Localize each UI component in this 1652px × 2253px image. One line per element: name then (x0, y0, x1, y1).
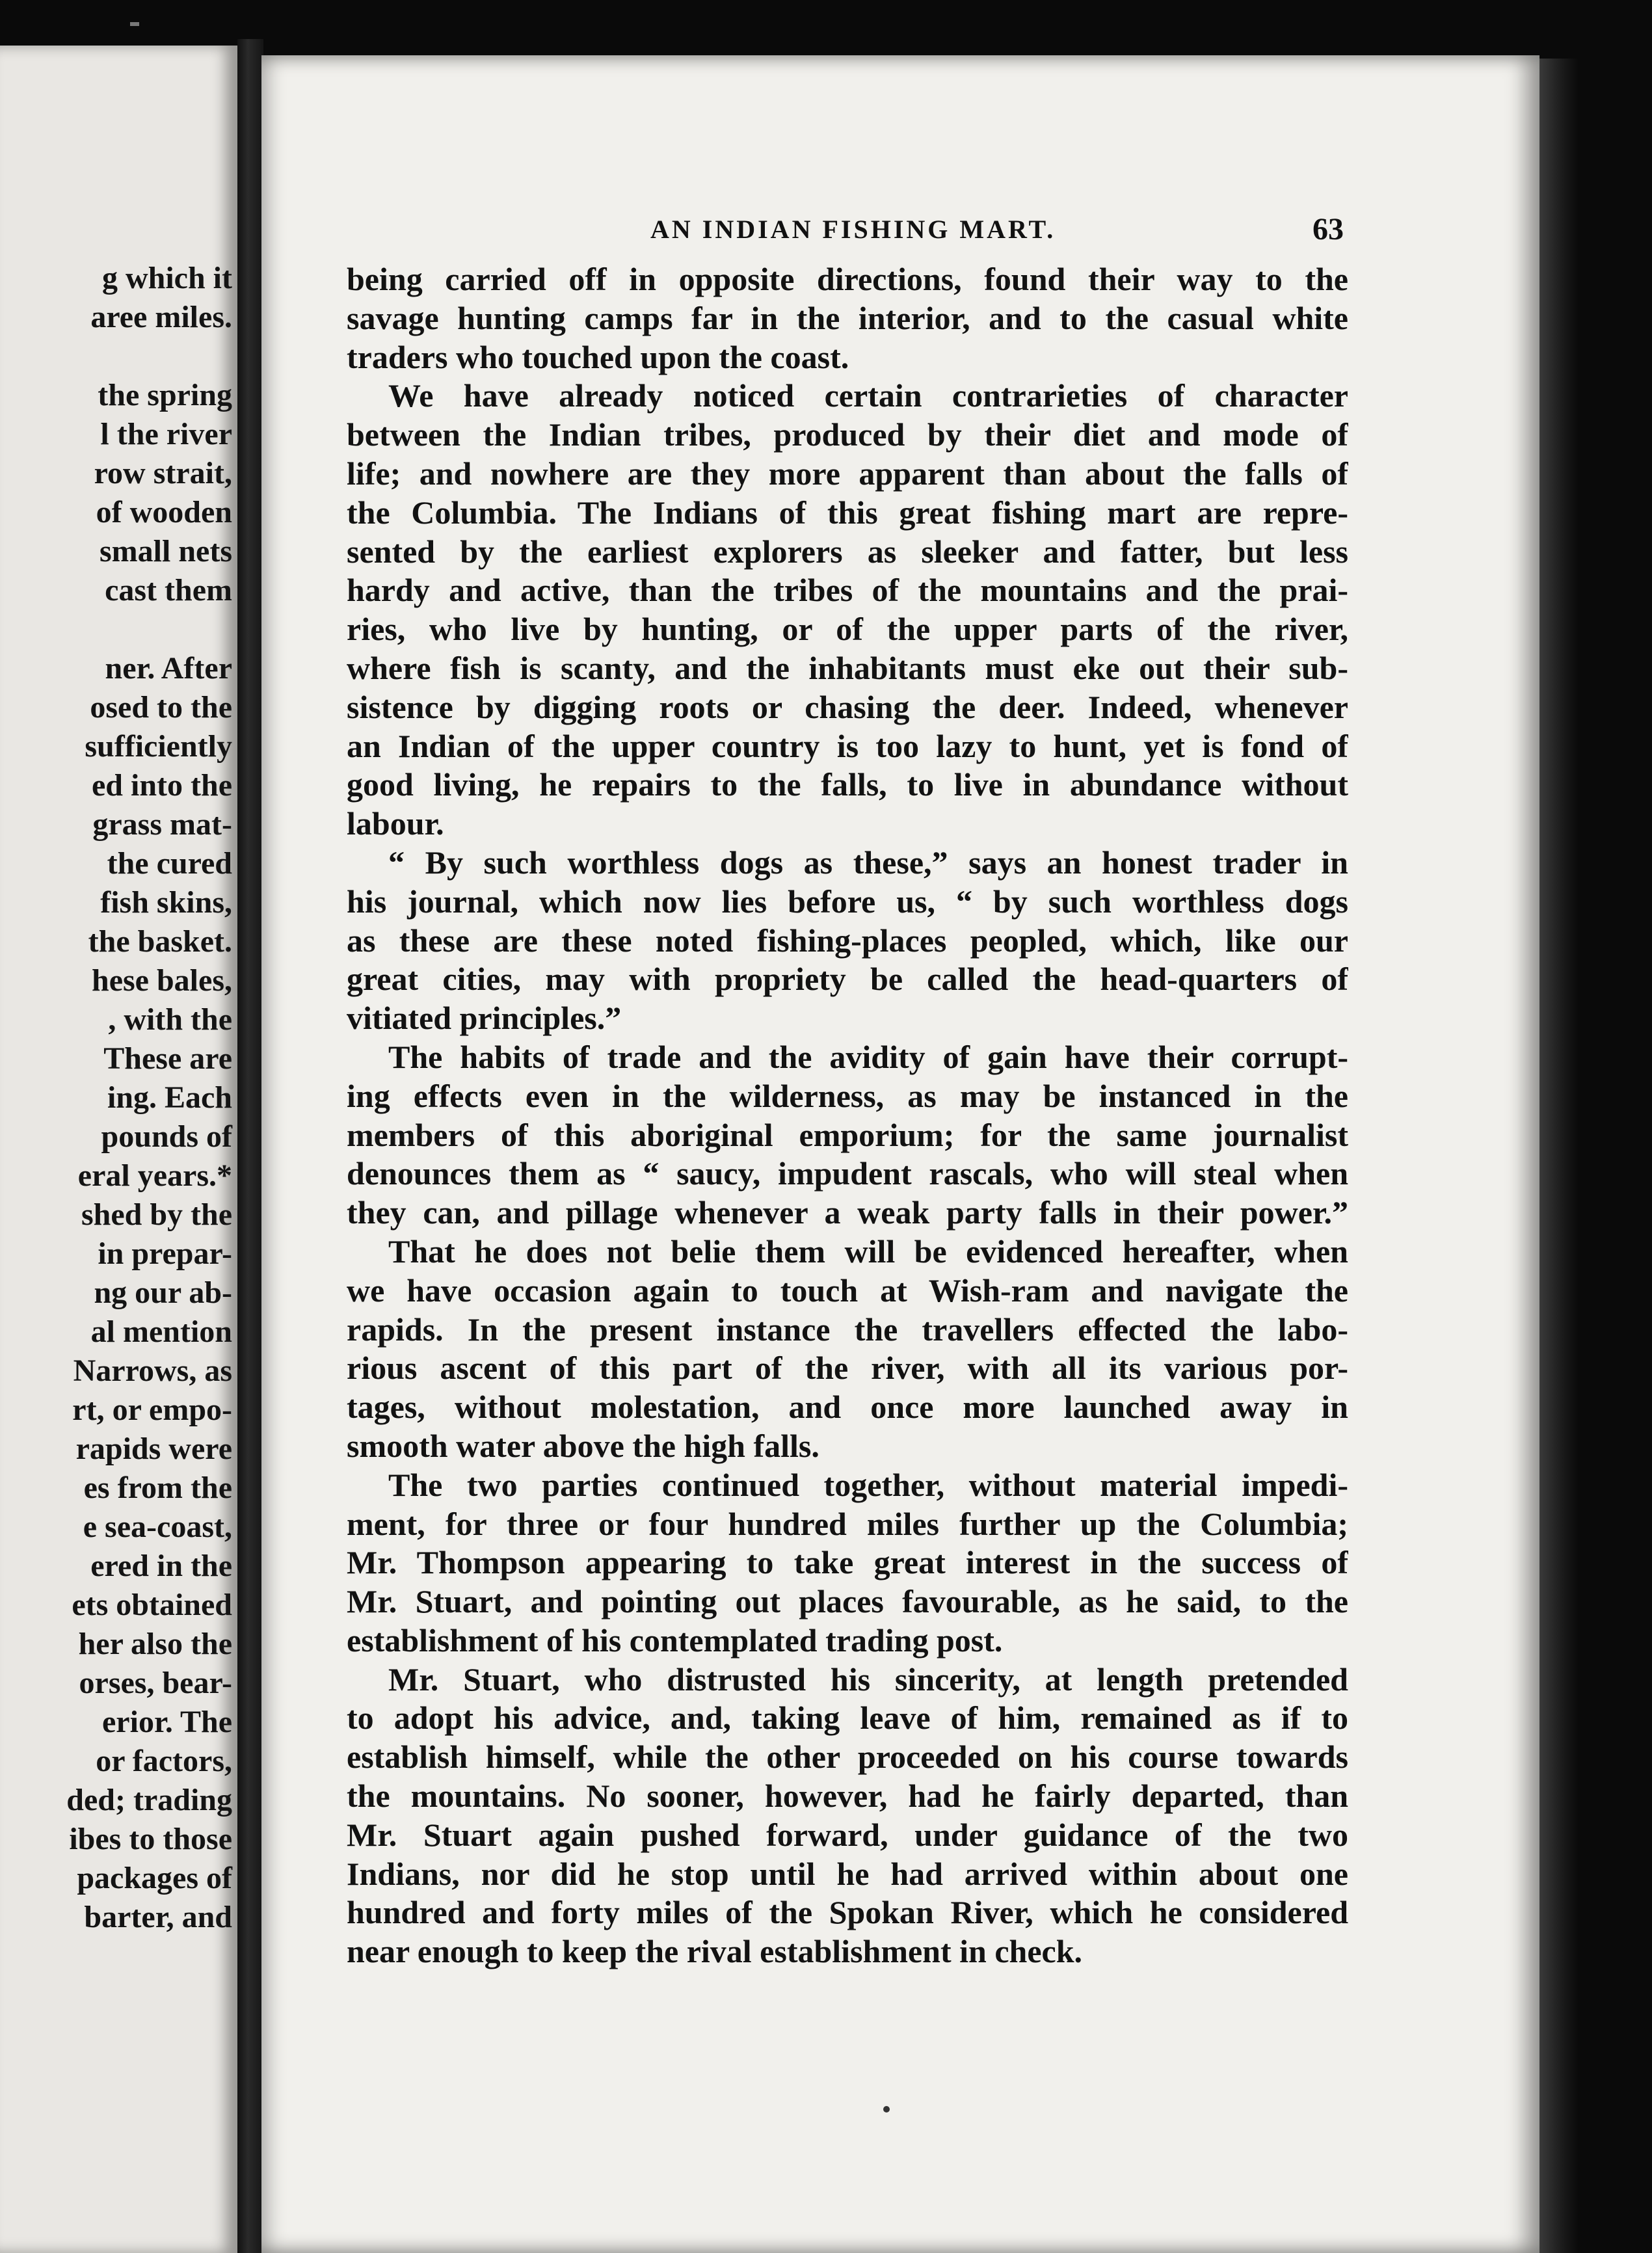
text-line: hardy and active, than the tribes of the mountains and the prai- (347, 572, 1348, 609)
left-page-line-fragment: fish skins, (100, 885, 232, 920)
text-line: traders who touched upon the coast. (347, 338, 849, 375)
text-line: establishment of his contemplated trading post. (347, 1621, 1003, 1659)
text-line: That he does not belie them will be evidenced hereafter, when (388, 1233, 1348, 1270)
text-line: ries, who live by hunting, or of the upper parts of the river, (347, 611, 1348, 648)
text-line: members of this aboriginal emporium; for the same journalist (347, 1116, 1348, 1153)
left-page-line-fragment: ered in the (90, 1549, 232, 1583)
text-line: sistence by digging roots or chasing the deer. Indeed, whenever (347, 688, 1348, 725)
text-line: hundred and forty miles of the Spokan River, which he considered (347, 1894, 1348, 1931)
left-page-line-fragment: or factors, (96, 1744, 232, 1778)
page-number: 63 (1312, 212, 1344, 247)
left-page-line-fragment: g which it (101, 261, 232, 295)
text-line: denounces them as “ saucy, impudent rascals, who will steal when (347, 1155, 1348, 1192)
left-page-line-fragment: sufficiently (85, 729, 232, 764)
text-line: to adopt his advice, and, taking leave of him, remained as if to (347, 1700, 1348, 1737)
text-line: We have already noticed certain contrarieties of character (388, 377, 1348, 414)
print-mark (883, 2106, 890, 2113)
page-edge-shadow (1539, 59, 1579, 2253)
text-line: Mr. Stuart again pushed forward, under guidance of the two (347, 1816, 1348, 1853)
book-gutter (237, 39, 263, 2253)
left-page-line-fragment: hese bales, (92, 963, 232, 998)
left-page-line-fragment: e sea-coast, (83, 1510, 232, 1544)
text-line: rapids. In the present instance the travellers effected the labo- (347, 1311, 1348, 1348)
text-line: establish himself, while the other proceeded on his course towards (347, 1739, 1348, 1776)
text-line: great cities, may with propriety be called the head-quarters of (347, 961, 1348, 998)
text-line: Indians, nor did he stop until he had arrived within about one (347, 1855, 1348, 1892)
left-page-line-fragment: small nets (100, 534, 232, 568)
left-page-line-fragment: ibes to those (69, 1822, 232, 1856)
left-page-text-column (0, 259, 232, 1937)
left-page-line-fragment: barter, and (84, 1900, 232, 1934)
left-page-line-fragment: pounds of (101, 1119, 232, 1154)
text-line: The habits of trade and the avidity of gain have their corrupt- (388, 1038, 1348, 1075)
text-line: near enough to keep the rival establishment in check. (347, 1933, 1083, 1970)
text-line: ing effects even in the wilderness, as may be instanced in the (347, 1077, 1348, 1114)
left-page-line-fragment: the basket. (88, 924, 232, 959)
left-page-line-fragment: packages of (77, 1861, 232, 1895)
running-head (351, 207, 1353, 252)
left-page-line-fragment: shed by the (81, 1197, 232, 1232)
scan-speck (130, 22, 139, 26)
text-line: Mr. Stuart, and pointing out places favourable, as he said, to the (347, 1583, 1348, 1620)
text-line: the Columbia. The Indians of this great fishing mart are repre- (347, 494, 1348, 531)
text-line: between the Indian tribes, produced by their diet and mode of (347, 416, 1348, 453)
left-page-line-fragment: orses, bear- (79, 1666, 232, 1700)
left-page-gap (0, 337, 232, 376)
text-line: being carried off in opposite directions, found their way to the (347, 261, 1348, 297)
text-line: sented by the earliest explorers as sleeker and fatter, but less (347, 533, 1348, 570)
text-line: smooth water above the high falls. (347, 1427, 819, 1464)
text-line: an Indian of the upper country is too lazy to hunt, yet is fond of (347, 727, 1348, 764)
left-page-line-fragment: , with the (108, 1002, 232, 1037)
left-page-line-fragment: rapids were (75, 1432, 232, 1466)
left-page-line-fragment: aree miles. (90, 300, 232, 334)
text-line: where fish is scanty, and the inhabitants must eke out their sub- (347, 649, 1348, 686)
left-page-line-fragment: eral years.* (77, 1158, 232, 1193)
left-page-line-fragment: cast them (105, 573, 232, 607)
text-line: “ By such worthless dogs as these,” says an honest trader in (388, 844, 1348, 881)
left-page-line-fragment: ner. After (105, 651, 232, 686)
text-line: tages, without molestation, and once more launched away in (347, 1389, 1348, 1426)
left-page-line-fragment: her also the (78, 1627, 232, 1661)
running-title: AN INDIAN FISHING MART. (650, 215, 1056, 244)
text-line: we have occasion again to touch at Wish-ram and navigate the (347, 1272, 1348, 1309)
left-page-line-fragment: al mention (90, 1314, 232, 1349)
text-line: as these are these noted fishing-places peopled, which, like our (347, 922, 1348, 959)
left-page-line-fragment: in prepar- (98, 1236, 232, 1271)
text-line: The two parties continued together, without material impedi- (388, 1466, 1348, 1503)
left-facing-page (0, 46, 237, 2253)
text-line: life; and nowhere are they more apparent than about the falls of (347, 455, 1348, 492)
text-line: good living, he repairs to the falls, to live in abundance without (347, 766, 1348, 803)
left-page-line-fragment: osed to the (90, 690, 232, 725)
text-line: Mr. Stuart, who distrusted his sincerity, at length pretended (388, 1660, 1348, 1698)
left-page-line-fragment: Narrows, as (73, 1353, 232, 1388)
left-page-line-fragment: ed into the (92, 768, 232, 803)
text-line: the mountains. No sooner, however, had he fairly departed, than (347, 1778, 1348, 1815)
text-line: vitiated principles.” (347, 1000, 622, 1037)
left-page-line-fragment: row strait, (94, 456, 232, 490)
left-page-line-fragment: ing. Each (107, 1080, 232, 1115)
text-line: his journal, which now lies before us, “ by such worthless dogs (347, 883, 1348, 920)
left-page-line-fragment: grass mat- (92, 807, 232, 842)
left-page-line-fragment: ets obtained (72, 1588, 232, 1622)
left-page-line-fragment: the spring (98, 378, 232, 412)
left-page-line-fragment: ded; trading (66, 1783, 232, 1817)
left-page-line-fragment: erior. The (102, 1705, 232, 1739)
text-line: Mr. Thompson appearing to take great interest in the success of (347, 1544, 1348, 1581)
left-page-line-fragment: These are (103, 1041, 232, 1076)
left-page-line-fragment: es from the (83, 1471, 232, 1505)
body-text (347, 260, 1348, 1971)
text-line: rious ascent of this part of the river, with all its various por- (347, 1350, 1348, 1387)
left-page-line-fragment: ng our ab- (94, 1275, 232, 1310)
text-line: ment, for three or four hundred miles further up the Columbia; (347, 1505, 1348, 1542)
text-line: savage hunting camps far in the interior, and to the casual white (347, 299, 1348, 336)
left-page-line-fragment: l the river (100, 417, 232, 451)
left-page-gap (0, 610, 232, 649)
left-page-line-fragment: rt, or empo- (72, 1393, 232, 1427)
left-page-line-fragment: the cured (107, 846, 232, 881)
text-line: they can, and pillage whenever a weak party falls in their power.” (347, 1194, 1348, 1231)
text-line: labour. (347, 805, 444, 842)
left-page-line-fragment: of wooden (96, 495, 232, 529)
